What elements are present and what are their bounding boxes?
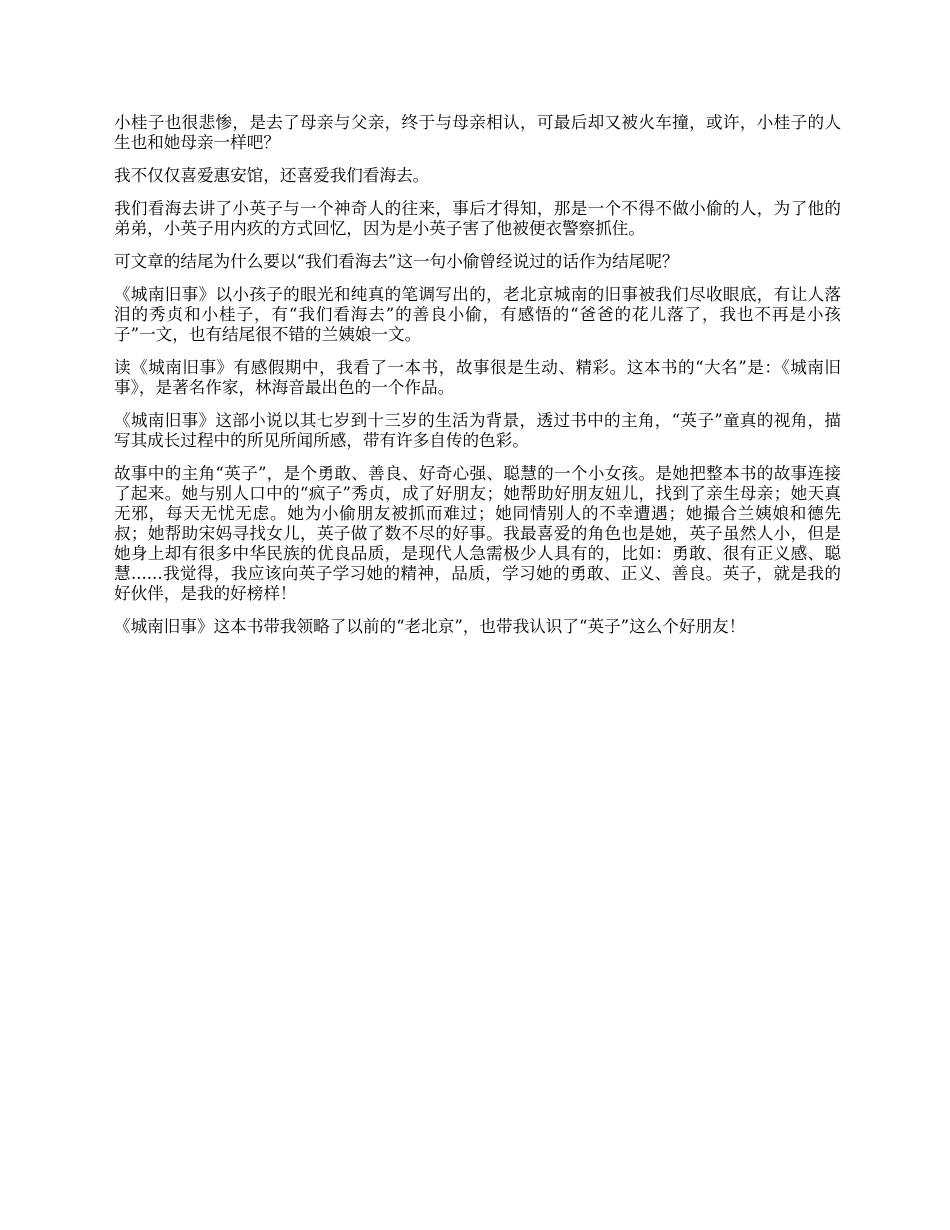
- paragraph-3: 我们看海去讲了小英子与一个神奇人的往来，事后才得知，那是一个不得不做小偷的人，为了他的弟弟，小英子用内疚的方式回忆，因为是小英子害了他被便衣警察抓住。: [114, 199, 841, 238]
- paragraph-6: 读《城南旧事》有感假期中，我看了一本书，故事很是生动、精彩。这本书的“大名”是：《城南旧事》，是著名作家，林海音最出色的一个作品。: [114, 358, 841, 397]
- paragraph-2: 我不仅仅喜爱惠安馆，还喜爱我们看海去。: [114, 166, 430, 185]
- paragraph-9: 《城南旧事》这本书带我领略了以前的“老北京”，也带我认识了“英子”这么个好朋友！: [114, 617, 746, 636]
- document-body: [114, 113, 841, 650]
- paragraph-8: 故事中的主角“英子”，是个勇敢、善良、好奇心强、聪慧的一个小女孩。是她把整本书的故事连接了起来。她与别人口中的“疯子”秀贞，成了好朋友；她帮助好朋友妞儿，找到了亲生母亲；她天真无邪，每天无忧无虑。她为小偷朋友被抓而难过；她同情别人的不幸遭遇；她撮合兰姨娘和德先叔；她帮助宋妈寻找女儿，英子做了数不尽的好事。我最喜爱的角色也是她，英子虽然人小，但是她身上却有很多中华民族的优良品质，是现代人急需极少人具有的，比如：勇敢、很有正义感、聪慧......我觉得，我应该向英子学习她的精神，品质，学习她的勇敢、正义、善良。英子，就是我的好伙伴，是我的好榜样！: [114, 464, 841, 603]
- paragraph-7: 《城南旧事》这部小说以其七岁到十三岁的生活为背景，透过书中的主角，“英子”童真的视角，描写其成长过程中的所见所闻所感，带有许多自传的色彩。: [114, 411, 841, 450]
- paragraph-5: 《城南旧事》以小孩子的眼光和纯真的笔调写出的，老北京城南的旧事被我们尽收眼底，有让人落泪的秀贞和小桂子，有“我们看海去”的善良小偷，有感悟的“爸爸的花儿落了，我也不再是小孩子”一文，也有结尾很不错的兰姨娘一文。: [114, 285, 841, 344]
- paragraph-4: 可文章的结尾为什么要以“我们看海去”这一句小偷曾经说过的话作为结尾呢？: [114, 252, 679, 271]
- paragraph-1: 小桂子也很悲惨，是去了母亲与父亲，终于与母亲相认，可最后却又被火车撞，或许，小桂子的人生也和她母亲一样吧？: [114, 113, 841, 152]
